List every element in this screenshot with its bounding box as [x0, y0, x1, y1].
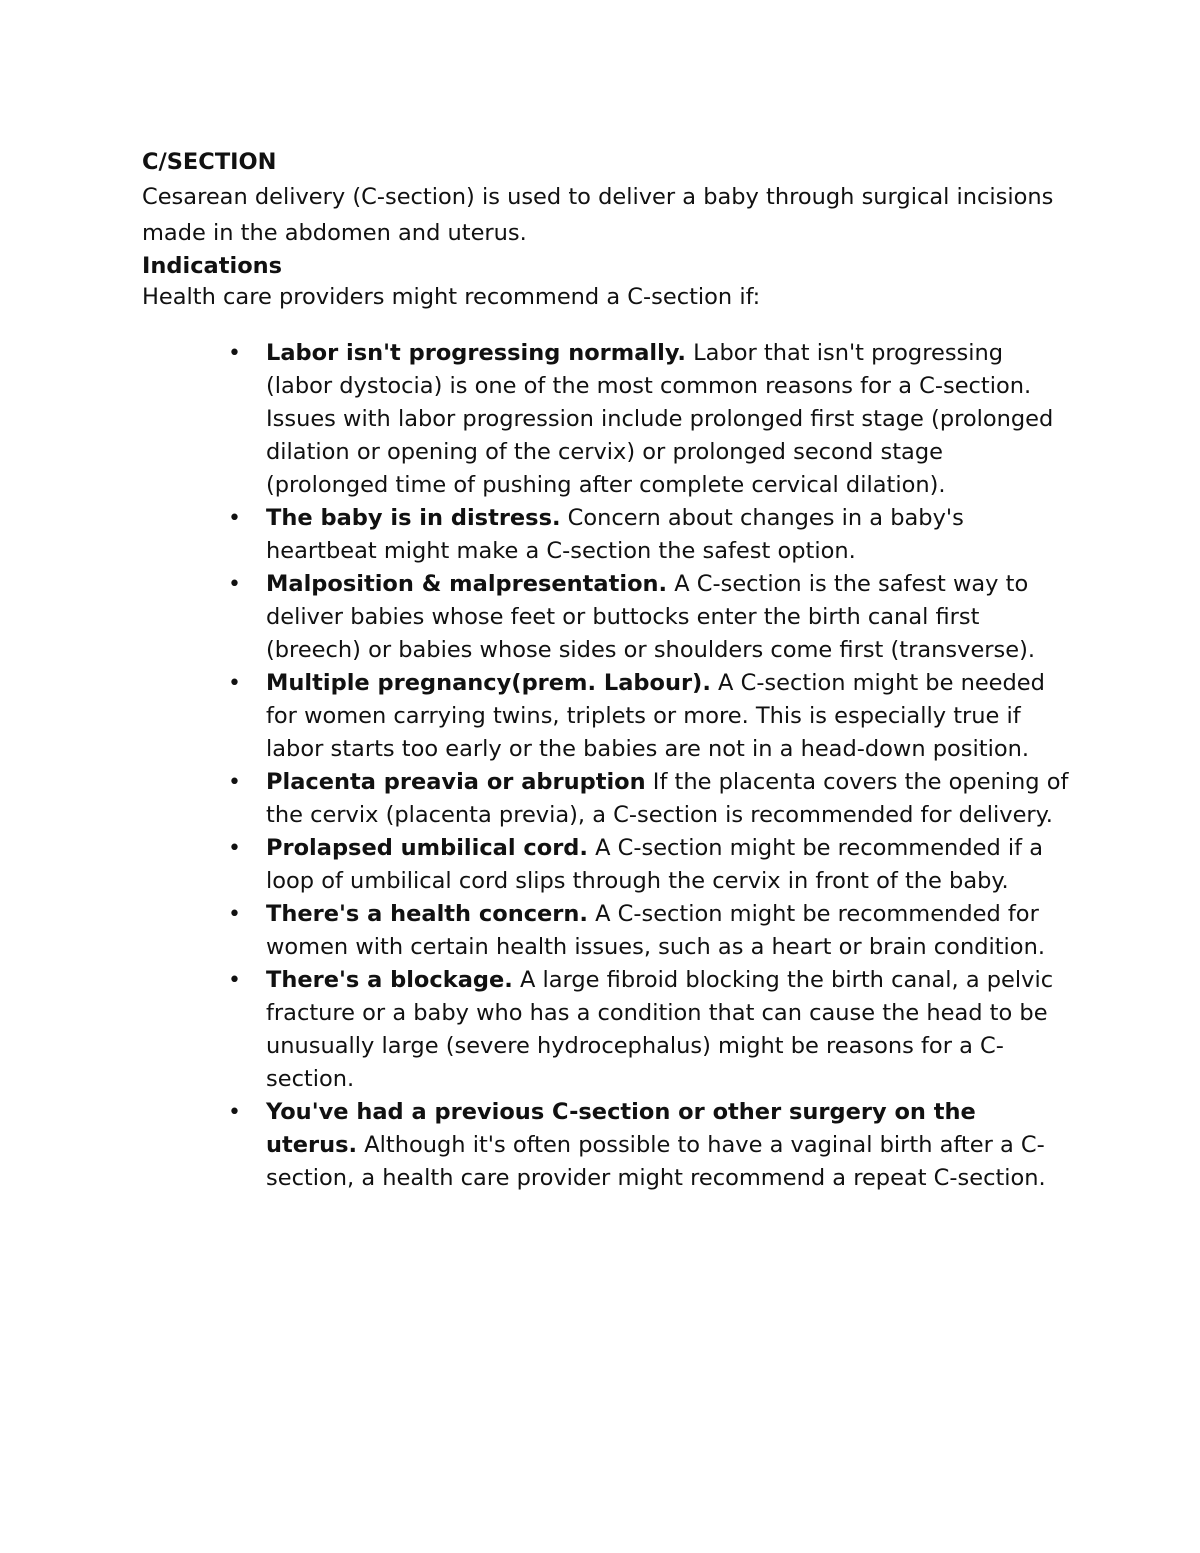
item-term: Malposition & malpresentation. [266, 571, 668, 597]
list-item [228, 1096, 1072, 1195]
bullet-icon: • [228, 572, 241, 597]
list-item [228, 667, 1072, 766]
indications-list [142, 337, 1072, 1195]
list-item [228, 766, 1072, 832]
item-term: The baby is in distress. [266, 505, 561, 531]
bullet-icon: • [228, 1100, 241, 1125]
item-term: Labor isn't progressing normally. [266, 340, 686, 366]
section-heading-indications: Indications [142, 253, 283, 279]
bullet-icon: • [228, 671, 241, 696]
item-text: A C-section is the safest way to deliver babies whose feet or buttocks enter the birth canal first (breech) or babies whose sides or shoulders come first (transverse). [266, 571, 1036, 663]
bullet-icon: • [228, 506, 241, 531]
list-item [228, 898, 1072, 964]
document-page [142, 146, 1072, 1195]
list-item [228, 832, 1072, 898]
list-item [228, 964, 1072, 1096]
item-text: A C-section might be recommended if a loop of umbilical cord slips through the cervix in front of the baby. [266, 835, 1043, 894]
bullet-icon: • [228, 902, 241, 927]
item-text: Concern about changes in a baby's heartbeat might make a C-section the safest option. [266, 505, 964, 564]
item-text: Although it's often possible to have a vaginal birth after a C-section, a health care provider might recommend a repeat C-section. [266, 1132, 1046, 1191]
item-term: Prolapsed umbilical cord. [266, 835, 588, 861]
item-term: Multiple pregnancy(prem. Labour). [266, 670, 711, 696]
intro-paragraph: Cesarean delivery (C-section) is used to deliver a baby through surgical incisions made in the abdomen and uterus. [142, 184, 1054, 246]
item-term: There's a health concern. [266, 901, 588, 927]
item-term: There's a blockage. [266, 967, 513, 993]
list-item [228, 502, 1072, 568]
item-text: A C-section might be needed for women carrying twins, triplets or more. This is especially true if labor starts too early or the babies are not in a head-down position. [266, 670, 1045, 762]
item-text: A large fibroid blocking the birth canal, a pelvic fracture or a baby who has a condition that can cause the head to be unusually large (severe hydrocephalus) might be reasons for a C-section. [266, 967, 1054, 1092]
list-item [228, 337, 1072, 502]
bullet-icon: • [228, 836, 241, 861]
lead-paragraph: Health care providers might recommend a C-section if: [142, 284, 761, 310]
bullet-icon: • [228, 341, 241, 366]
item-term: You've had a previous C-section or other surgery on the uterus. [266, 1099, 976, 1158]
list-item [228, 568, 1072, 667]
item-text: If the placenta covers the opening of the cervix (placenta previa), a C-section is recommended for delivery. [266, 769, 1069, 828]
document-title: C/SECTION [142, 149, 277, 175]
bullet-icon: • [228, 968, 241, 993]
bullet-icon: • [228, 770, 241, 795]
item-text: Labor that isn't progressing (labor dystocia) is one of the most common reasons for a C-section. Issues with labor progression include prolonged first stage (prolonged dilation or opening of the cervix) or prolonged second stage (prolonged time of pushing after complete cervical dilation). [266, 340, 1054, 498]
item-text: A C-section might be recommended for women with certain health issues, such as a heart or brain condition. [266, 901, 1045, 960]
item-term: Placenta preavia or abruption [266, 769, 646, 795]
